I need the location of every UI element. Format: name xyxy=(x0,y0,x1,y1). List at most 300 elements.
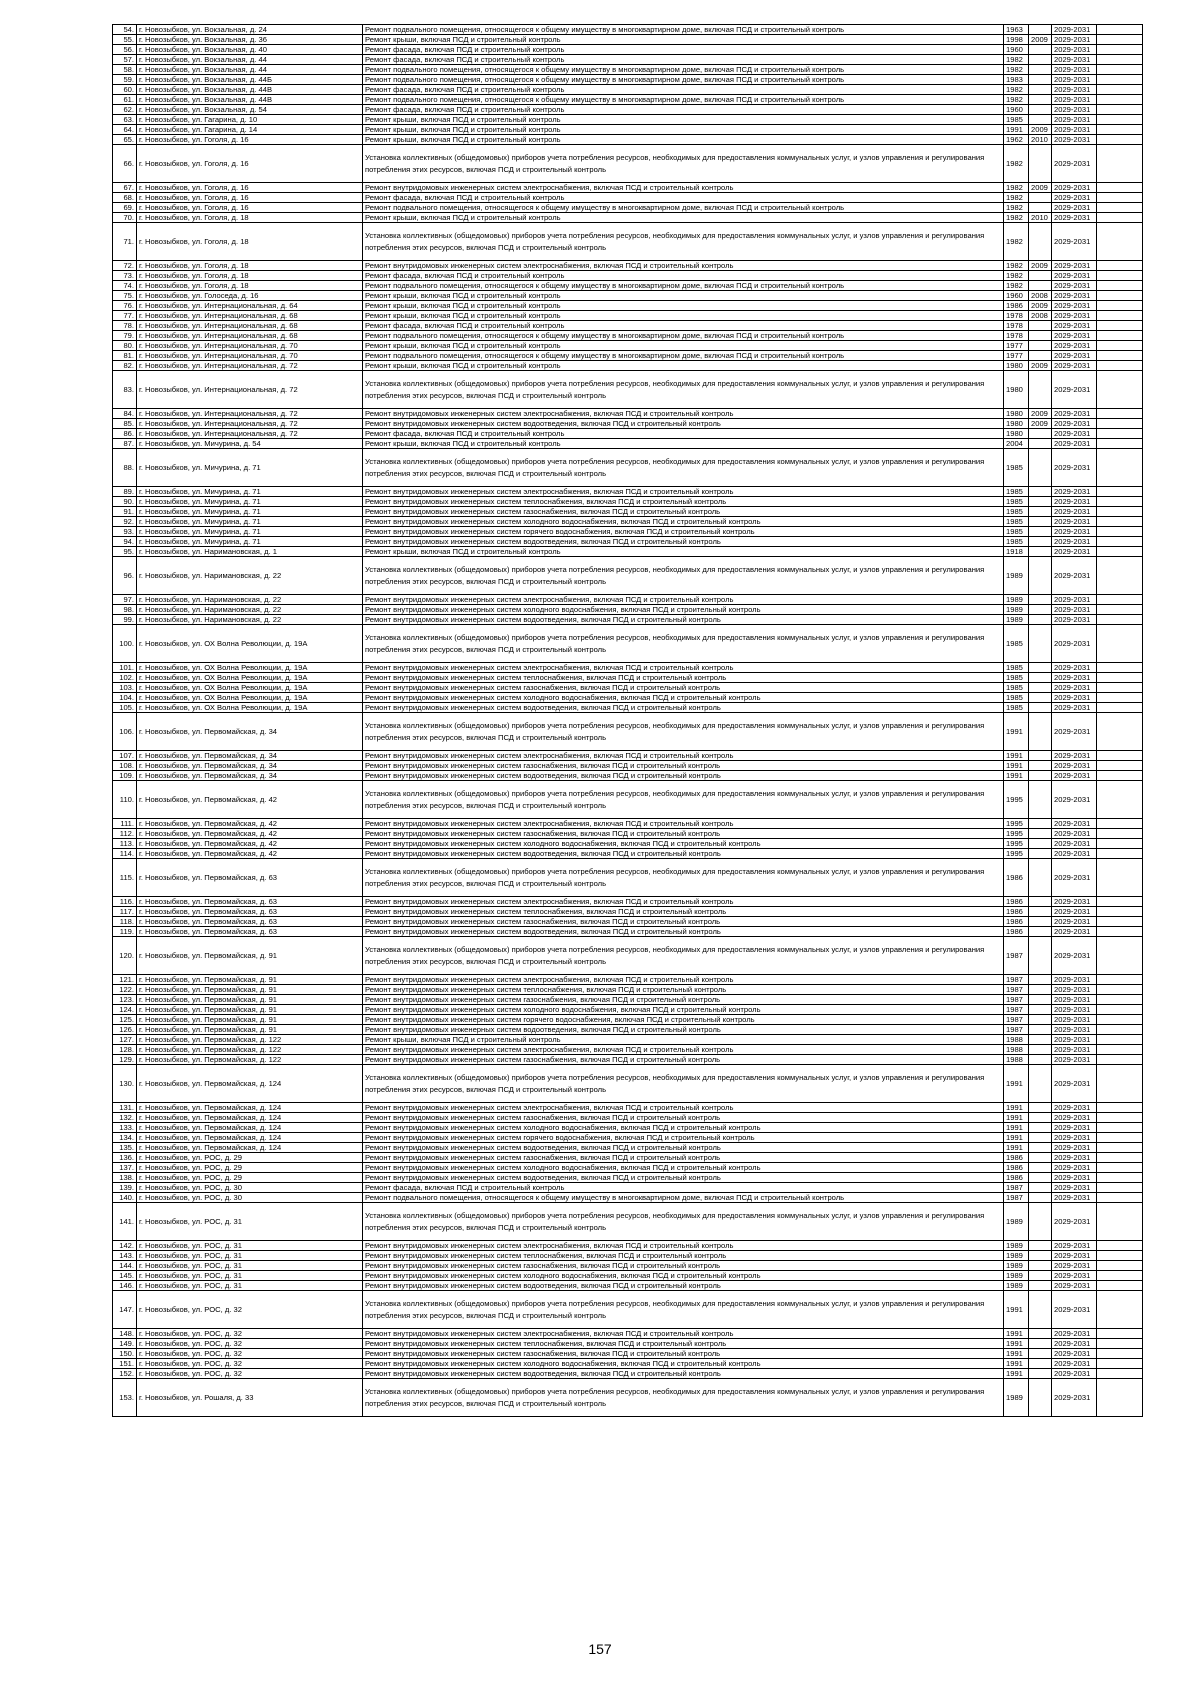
work-type-cell: Ремонт внутридомовых инженерных систем теплоснабжения, включая ПСД и строительный контроль xyxy=(363,1251,1004,1261)
last-repair-year-cell xyxy=(1029,917,1052,927)
table-row xyxy=(113,203,1143,213)
empty-cell xyxy=(1097,615,1143,625)
address-cell: г. Новозыбков, ул. Первомайская, д. 91 xyxy=(137,1005,363,1015)
table-row xyxy=(113,595,1143,605)
address-cell: г. Новозыбков, ул. Наримановская, д. 1 xyxy=(137,547,363,557)
row-number-cell: 134. xyxy=(113,1133,137,1143)
planned-period-cell: 2029-2031 xyxy=(1052,35,1097,45)
address-cell: г. Новозыбков, ул. ОХ Волна Революции, д. 19А xyxy=(137,703,363,713)
page-number: 157 xyxy=(588,1641,612,1657)
table-row xyxy=(113,1241,1143,1251)
empty-cell xyxy=(1097,859,1143,897)
address-cell: г. Новозыбков, ул. Первомайская, д. 122 xyxy=(137,1055,363,1065)
year-built-cell: 1982 xyxy=(1004,55,1029,65)
work-type-cell: Ремонт внутридомовых инженерных систем газоснабжения, включая ПСД и строительный контроль xyxy=(363,995,1004,1005)
empty-cell xyxy=(1097,1035,1143,1045)
table-row xyxy=(113,713,1143,751)
row-number-cell: 59. xyxy=(113,75,137,85)
planned-period-cell: 2029-2031 xyxy=(1052,1045,1097,1055)
year-built-cell: 1989 xyxy=(1004,615,1029,625)
empty-cell xyxy=(1097,55,1143,65)
table-row xyxy=(113,819,1143,829)
row-number-cell: 103. xyxy=(113,683,137,693)
last-repair-year-cell xyxy=(1029,761,1052,771)
row-number-cell: 106. xyxy=(113,713,137,751)
row-number-cell: 150. xyxy=(113,1349,137,1359)
work-type-cell: Ремонт крыши, включая ПСД и строительный контроль xyxy=(363,547,1004,557)
last-repair-year-cell xyxy=(1029,985,1052,995)
planned-period-cell: 2029-2031 xyxy=(1052,1035,1097,1045)
empty-cell xyxy=(1097,281,1143,291)
table-row xyxy=(113,115,1143,125)
last-repair-year-cell xyxy=(1029,271,1052,281)
address-cell: г. Новозыбков, ул. РОС, д. 31 xyxy=(137,1203,363,1241)
planned-period-cell: 2029-2031 xyxy=(1052,683,1097,693)
empty-cell xyxy=(1097,1045,1143,1055)
last-repair-year-cell xyxy=(1029,771,1052,781)
empty-cell xyxy=(1097,1153,1143,1163)
planned-period-cell: 2029-2031 xyxy=(1052,115,1097,125)
planned-period-cell: 2029-2031 xyxy=(1052,1339,1097,1349)
year-built-cell: 1991 xyxy=(1004,713,1029,751)
empty-cell xyxy=(1097,1359,1143,1369)
work-type-cell: Ремонт фасада, включая ПСД и строительный контроль xyxy=(363,429,1004,439)
empty-cell xyxy=(1097,761,1143,771)
empty-cell xyxy=(1097,605,1143,615)
address-cell: г. Новозыбков, ул. Гоголя, д. 18 xyxy=(137,271,363,281)
planned-period-cell: 2029-2031 xyxy=(1052,751,1097,761)
table-row xyxy=(113,693,1143,703)
address-cell: г. Новозыбков, ул. Первомайская, д. 63 xyxy=(137,897,363,907)
row-number-cell: 63. xyxy=(113,115,137,125)
table-row xyxy=(113,429,1143,439)
address-cell: г. Новозыбков, ул. Первомайская, д. 124 xyxy=(137,1133,363,1143)
last-repair-year-cell xyxy=(1029,1183,1052,1193)
table-row xyxy=(113,1123,1143,1133)
work-type-cell: Ремонт внутридомовых инженерных систем водоотведения, включая ПСД и строительный контроль xyxy=(363,1173,1004,1183)
year-built-cell: 1998 xyxy=(1004,35,1029,45)
work-type-cell: Ремонт внутридомовых инженерных систем холодного водоснабжения, включая ПСД и строительный контроль xyxy=(363,605,1004,615)
address-cell: г. Новозыбков, ул. РОС, д. 32 xyxy=(137,1329,363,1339)
last-repair-year-cell xyxy=(1029,1291,1052,1329)
table-row xyxy=(113,781,1143,819)
last-repair-year-cell xyxy=(1029,527,1052,537)
row-number-cell: 64. xyxy=(113,125,137,135)
work-type-cell: Ремонт внутридомовых инженерных систем газоснабжения, включая ПСД и строительный контроль xyxy=(363,761,1004,771)
planned-period-cell: 2029-2031 xyxy=(1052,1173,1097,1183)
planned-period-cell: 2029-2031 xyxy=(1052,1015,1097,1025)
last-repair-year-cell xyxy=(1029,605,1052,615)
work-type-cell: Ремонт внутридомовых инженерных систем газоснабжения, включая ПСД и строительный контроль xyxy=(363,1055,1004,1065)
table-row xyxy=(113,1045,1143,1055)
row-number-cell: 58. xyxy=(113,65,137,75)
work-type-cell: Ремонт внутридомовых инженерных систем водоотведения, включая ПСД и строительный контроль xyxy=(363,1281,1004,1291)
table-row xyxy=(113,547,1143,557)
work-type-cell: Ремонт фасада, включая ПСД и строительный контроль xyxy=(363,321,1004,331)
planned-period-cell: 2029-2031 xyxy=(1052,1241,1097,1251)
row-number-cell: 89. xyxy=(113,487,137,497)
work-type-cell: Ремонт внутридомовых инженерных систем водоотведения, включая ПСД и строительный контроль xyxy=(363,1143,1004,1153)
year-built-cell: 1991 xyxy=(1004,1065,1029,1103)
last-repair-year-cell xyxy=(1029,1015,1052,1025)
empty-cell xyxy=(1097,65,1143,75)
year-built-cell: 1991 xyxy=(1004,771,1029,781)
empty-cell xyxy=(1097,213,1143,223)
work-type-cell: Ремонт фасада, включая ПСД и строительный контроль xyxy=(363,193,1004,203)
year-built-cell: 1985 xyxy=(1004,663,1029,673)
work-type-cell: Ремонт внутридомовых инженерных систем водоотведения, включая ПСД и строительный контроль xyxy=(363,1369,1004,1379)
work-type-cell: Ремонт подвального помещения, относящегося к общему имуществу в многоквартирном доме, включая ПСД и строительный контроль xyxy=(363,65,1004,75)
year-built-cell: 1987 xyxy=(1004,1005,1029,1015)
table-row xyxy=(113,995,1143,1005)
work-type-cell: Ремонт внутридомовых инженерных систем холодного водоснабжения, включая ПСД и строительный контроль xyxy=(363,1163,1004,1173)
table-row xyxy=(113,291,1143,301)
last-repair-year-cell xyxy=(1029,371,1052,409)
planned-period-cell: 2029-2031 xyxy=(1052,1193,1097,1203)
table-row xyxy=(113,975,1143,985)
work-type-cell: Ремонт внутридомовых инженерных систем горячего водоснабжения, включая ПСД и строительный контроль xyxy=(363,527,1004,537)
work-type-cell: Ремонт внутридомовых инженерных систем электроснабжения, включая ПСД и строительный контроль xyxy=(363,595,1004,605)
empty-cell xyxy=(1097,95,1143,105)
planned-period-cell: 2029-2031 xyxy=(1052,897,1097,907)
last-repair-year-cell xyxy=(1029,1153,1052,1163)
empty-cell xyxy=(1097,517,1143,527)
year-built-cell: 1989 xyxy=(1004,595,1029,605)
empty-cell xyxy=(1097,429,1143,439)
planned-period-cell: 2029-2031 xyxy=(1052,1153,1097,1163)
work-type-cell: Установка коллективных (общедомовых) приборов учета потребления ресурсов, необходимых для предоставления коммунальных услуг, и узлов управления и регулирования потребления этих ресурсов, включая ПСД и строительный контроль xyxy=(363,449,1004,487)
work-type-cell: Ремонт внутридомовых инженерных систем электроснабжения, включая ПСД и строительный контроль xyxy=(363,663,1004,673)
empty-cell xyxy=(1097,703,1143,713)
planned-period-cell: 2029-2031 xyxy=(1052,331,1097,341)
year-built-cell: 1980 xyxy=(1004,409,1029,419)
work-type-cell: Установка коллективных (общедомовых) приборов учета потребления ресурсов, необходимых для предоставления коммунальных услуг, и узлов управления и регулирования потребления этих ресурсов, включая ПСД и строительный контроль xyxy=(363,1203,1004,1241)
last-repair-year-cell xyxy=(1029,1241,1052,1251)
empty-cell xyxy=(1097,1251,1143,1261)
row-number-cell: 135. xyxy=(113,1143,137,1153)
row-number-cell: 96. xyxy=(113,557,137,595)
address-cell: г. Новозыбков, ул. Вокзальная, д. 44Б xyxy=(137,75,363,85)
year-built-cell: 1988 xyxy=(1004,1035,1029,1045)
table-row xyxy=(113,615,1143,625)
year-built-cell: 1986 xyxy=(1004,1153,1029,1163)
empty-cell xyxy=(1097,663,1143,673)
row-number-cell: 73. xyxy=(113,271,137,281)
planned-period-cell: 2029-2031 xyxy=(1052,761,1097,771)
table-row xyxy=(113,95,1143,105)
year-built-cell: 1918 xyxy=(1004,547,1029,557)
last-repair-year-cell: 2009 xyxy=(1029,261,1052,271)
work-type-cell: Ремонт внутридомовых инженерных систем холодного водоснабжения, включая ПСД и строительный контроль xyxy=(363,517,1004,527)
address-cell: г. Новозыбков, ул. Интернациональная, д. 70 xyxy=(137,351,363,361)
table-row xyxy=(113,85,1143,95)
row-number-cell: 153. xyxy=(113,1379,137,1417)
year-built-cell: 1991 xyxy=(1004,1133,1029,1143)
planned-period-cell: 2029-2031 xyxy=(1052,859,1097,897)
planned-period-cell: 2029-2031 xyxy=(1052,301,1097,311)
address-cell: г. Новозыбков, ул. РОС, д. 32 xyxy=(137,1359,363,1369)
work-type-cell: Ремонт внутридомовых инженерных систем электроснабжения, включая ПСД и строительный контроль xyxy=(363,183,1004,193)
work-type-cell: Ремонт внутридомовых инженерных систем холодного водоснабжения, включая ПСД и строительный контроль xyxy=(363,839,1004,849)
empty-cell xyxy=(1097,271,1143,281)
work-type-cell: Установка коллективных (общедомовых) приборов учета потребления ресурсов, необходимых для предоставления коммунальных услуг, и узлов управления и регулирования потребления этих ресурсов, включая ПСД и строительный контроль xyxy=(363,781,1004,819)
planned-period-cell: 2029-2031 xyxy=(1052,409,1097,419)
table-row xyxy=(113,1183,1143,1193)
year-built-cell: 1982 xyxy=(1004,203,1029,213)
work-type-cell: Ремонт внутридомовых инженерных систем газоснабжения, включая ПСД и строительный контроль xyxy=(363,829,1004,839)
year-built-cell: 1986 xyxy=(1004,1163,1029,1173)
address-cell: г. Новозыбков, ул. Интернациональная, д. 72 xyxy=(137,371,363,409)
work-type-cell: Ремонт крыши, включая ПСД и строительный контроль xyxy=(363,311,1004,321)
last-repair-year-cell xyxy=(1029,819,1052,829)
planned-period-cell: 2029-2031 xyxy=(1052,1203,1097,1241)
last-repair-year-cell: 2009 xyxy=(1029,419,1052,429)
row-number-cell: 98. xyxy=(113,605,137,615)
year-built-cell: 1978 xyxy=(1004,311,1029,321)
planned-period-cell: 2029-2031 xyxy=(1052,45,1097,55)
table-row xyxy=(113,917,1143,927)
empty-cell xyxy=(1097,75,1143,85)
work-type-cell: Ремонт внутридомовых инженерных систем водоотведения, включая ПСД и строительный контроль xyxy=(363,419,1004,429)
year-built-cell: 1985 xyxy=(1004,449,1029,487)
work-type-cell: Ремонт внутридомовых инженерных систем электроснабжения, включая ПСД и строительный контроль xyxy=(363,1241,1004,1251)
row-number-cell: 125. xyxy=(113,1015,137,1025)
empty-cell xyxy=(1097,819,1143,829)
work-type-cell: Ремонт внутридомовых инженерных систем электроснабжения, включая ПСД и строительный контроль xyxy=(363,1045,1004,1055)
last-repair-year-cell xyxy=(1029,351,1052,361)
last-repair-year-cell xyxy=(1029,1369,1052,1379)
last-repair-year-cell xyxy=(1029,537,1052,547)
planned-period-cell: 2029-2031 xyxy=(1052,1281,1097,1291)
last-repair-year-cell xyxy=(1029,1281,1052,1291)
work-type-cell: Ремонт внутридомовых инженерных систем холодного водоснабжения, включая ПСД и строительный контроль xyxy=(363,1123,1004,1133)
planned-period-cell: 2029-2031 xyxy=(1052,673,1097,683)
empty-cell xyxy=(1097,907,1143,917)
year-built-cell: 1960 xyxy=(1004,45,1029,55)
empty-cell xyxy=(1097,673,1143,683)
address-cell: г. Новозыбков, ул. Первомайская, д. 34 xyxy=(137,761,363,771)
address-cell: г. Новозыбков, ул. Первомайская, д. 42 xyxy=(137,849,363,859)
table-row xyxy=(113,25,1143,35)
table-row xyxy=(113,1025,1143,1035)
row-number-cell: 83. xyxy=(113,371,137,409)
table-row xyxy=(113,1153,1143,1163)
empty-cell xyxy=(1097,1349,1143,1359)
planned-period-cell: 2029-2031 xyxy=(1052,271,1097,281)
planned-period-cell: 2029-2031 xyxy=(1052,213,1097,223)
year-built-cell: 2004 xyxy=(1004,439,1029,449)
year-built-cell: 1989 xyxy=(1004,1251,1029,1261)
address-cell: г. Новозыбков, ул. РОС, д. 32 xyxy=(137,1349,363,1359)
table-row xyxy=(113,183,1143,193)
address-cell: г. Новозыбков, ул. Мичурина, д. 71 xyxy=(137,527,363,537)
work-type-cell: Ремонт фасада, включая ПСД и строительный контроль xyxy=(363,85,1004,95)
last-repair-year-cell xyxy=(1029,1261,1052,1271)
row-number-cell: 97. xyxy=(113,595,137,605)
address-cell: г. Новозыбков, ул. Вокзальная, д. 24 xyxy=(137,25,363,35)
last-repair-year-cell xyxy=(1029,927,1052,937)
planned-period-cell: 2029-2031 xyxy=(1052,429,1097,439)
table-row xyxy=(113,135,1143,145)
table-row xyxy=(113,1339,1143,1349)
row-number-cell: 77. xyxy=(113,311,137,321)
planned-period-cell: 2029-2031 xyxy=(1052,223,1097,261)
work-type-cell: Ремонт внутридомовых инженерных систем электроснабжения, включая ПСД и строительный контроль xyxy=(363,751,1004,761)
address-cell: г. Новозыбков, ул. Мичурина, д. 71 xyxy=(137,497,363,507)
planned-period-cell: 2029-2031 xyxy=(1052,849,1097,859)
address-cell: г. Новозыбков, ул. Первомайская, д. 63 xyxy=(137,927,363,937)
row-number-cell: 141. xyxy=(113,1203,137,1241)
row-number-cell: 122. xyxy=(113,985,137,995)
work-type-cell: Ремонт крыши, включая ПСД и строительный контроль xyxy=(363,35,1004,45)
row-number-cell: 147. xyxy=(113,1291,137,1329)
address-cell: г. Новозыбков, ул. Гоголя, д. 18 xyxy=(137,281,363,291)
empty-cell xyxy=(1097,301,1143,311)
last-repair-year-cell xyxy=(1029,1133,1052,1143)
year-built-cell: 1985 xyxy=(1004,517,1029,527)
table-row xyxy=(113,301,1143,311)
year-built-cell: 1989 xyxy=(1004,1379,1029,1417)
address-cell: г. Новозыбков, ул. Первомайская, д. 91 xyxy=(137,937,363,975)
empty-cell xyxy=(1097,897,1143,907)
row-number-cell: 67. xyxy=(113,183,137,193)
last-repair-year-cell xyxy=(1029,1203,1052,1241)
year-built-cell: 1988 xyxy=(1004,1045,1029,1055)
planned-period-cell: 2029-2031 xyxy=(1052,291,1097,301)
row-number-cell: 111. xyxy=(113,819,137,829)
planned-period-cell: 2029-2031 xyxy=(1052,1103,1097,1113)
last-repair-year-cell xyxy=(1029,55,1052,65)
planned-period-cell: 2029-2031 xyxy=(1052,1329,1097,1339)
empty-cell xyxy=(1097,351,1143,361)
work-type-cell: Ремонт внутридомовых инженерных систем электроснабжения, включая ПСД и строительный контроль xyxy=(363,1103,1004,1113)
row-number-cell: 104. xyxy=(113,693,137,703)
last-repair-year-cell xyxy=(1029,65,1052,75)
work-type-cell: Установка коллективных (общедомовых) приборов учета потребления ресурсов, необходимых для предоставления коммунальных услуг, и узлов управления и регулирования потребления этих ресурсов, включая ПСД и строительный контроль xyxy=(363,557,1004,595)
work-type-cell: Ремонт внутридомовых инженерных систем водоотведения, включая ПСД и строительный контроль xyxy=(363,703,1004,713)
last-repair-year-cell: 2010 xyxy=(1029,213,1052,223)
year-built-cell: 1986 xyxy=(1004,907,1029,917)
empty-cell xyxy=(1097,1241,1143,1251)
table-row xyxy=(113,145,1143,183)
table-row xyxy=(113,1163,1143,1173)
row-number-cell: 146. xyxy=(113,1281,137,1291)
work-type-cell: Ремонт фасада, включая ПСД и строительный контроль xyxy=(363,105,1004,115)
address-cell: г. Новозыбков, ул. РОС, д. 29 xyxy=(137,1153,363,1163)
address-cell: г. Новозыбков, ул. ОХ Волна Революции, д. 19А xyxy=(137,625,363,663)
row-number-cell: 54. xyxy=(113,25,137,35)
address-cell: г. Новозыбков, ул. Гагарина, д. 10 xyxy=(137,115,363,125)
last-repair-year-cell xyxy=(1029,1055,1052,1065)
empty-cell xyxy=(1097,1329,1143,1339)
year-built-cell: 1987 xyxy=(1004,985,1029,995)
empty-cell xyxy=(1097,507,1143,517)
table-row xyxy=(113,449,1143,487)
address-cell: г. Новозыбков, ул. Мичурина, д. 71 xyxy=(137,449,363,487)
table-row xyxy=(113,1349,1143,1359)
planned-period-cell: 2029-2031 xyxy=(1052,1133,1097,1143)
planned-period-cell: 2029-2031 xyxy=(1052,281,1097,291)
work-type-cell: Ремонт подвального помещения, относящегося к общему имуществу в многоквартирном доме, включая ПСД и строительный контроль xyxy=(363,75,1004,85)
planned-period-cell: 2029-2031 xyxy=(1052,517,1097,527)
last-repair-year-cell: 2009 xyxy=(1029,183,1052,193)
planned-period-cell: 2029-2031 xyxy=(1052,1005,1097,1015)
empty-cell xyxy=(1097,1055,1143,1065)
planned-period-cell: 2029-2031 xyxy=(1052,527,1097,537)
address-cell: г. Новозыбков, ул. ОХ Волна Революции, д. 19А xyxy=(137,663,363,673)
planned-period-cell: 2029-2031 xyxy=(1052,839,1097,849)
empty-cell xyxy=(1097,145,1143,183)
address-cell: г. Новозыбков, ул. Первомайская, д. 91 xyxy=(137,1015,363,1025)
row-number-cell: 99. xyxy=(113,615,137,625)
row-number-cell: 71. xyxy=(113,223,137,261)
last-repair-year-cell xyxy=(1029,517,1052,527)
empty-cell xyxy=(1097,45,1143,55)
address-cell: г. Новозыбков, ул. РОС, д. 29 xyxy=(137,1173,363,1183)
address-cell: г. Новозыбков, ул. Вокзальная, д. 44В xyxy=(137,85,363,95)
work-type-cell: Ремонт подвального помещения, относящегося к общему имуществу в многоквартирном доме, включая ПСД и строительный контроль xyxy=(363,25,1004,35)
row-number-cell: 110. xyxy=(113,781,137,819)
work-type-cell: Ремонт крыши, включая ПСД и строительный контроль xyxy=(363,135,1004,145)
year-built-cell: 1986 xyxy=(1004,917,1029,927)
row-number-cell: 66. xyxy=(113,145,137,183)
last-repair-year-cell xyxy=(1029,703,1052,713)
empty-cell xyxy=(1097,449,1143,487)
planned-period-cell: 2029-2031 xyxy=(1052,311,1097,321)
empty-cell xyxy=(1097,85,1143,95)
planned-period-cell: 2029-2031 xyxy=(1052,145,1097,183)
empty-cell xyxy=(1097,1005,1143,1015)
row-number-cell: 132. xyxy=(113,1113,137,1123)
year-built-cell: 1985 xyxy=(1004,625,1029,663)
row-number-cell: 61. xyxy=(113,95,137,105)
work-type-cell: Ремонт внутридомовых инженерных систем газоснабжения, включая ПСД и строительный контроль xyxy=(363,1349,1004,1359)
work-type-cell: Ремонт крыши, включая ПСД и строительный контроль xyxy=(363,1035,1004,1045)
year-built-cell: 1985 xyxy=(1004,507,1029,517)
table-row xyxy=(113,1329,1143,1339)
table-row xyxy=(113,927,1143,937)
work-type-cell: Ремонт внутридомовых инженерных систем газоснабжения, включая ПСД и строительный контроль xyxy=(363,1261,1004,1271)
last-repair-year-cell xyxy=(1029,713,1052,751)
address-cell: г. Новозыбков, ул. Вокзальная, д. 44 xyxy=(137,65,363,75)
planned-period-cell: 2029-2031 xyxy=(1052,693,1097,703)
empty-cell xyxy=(1097,25,1143,35)
work-type-cell: Ремонт внутридомовых инженерных систем горячего водоснабжения, включая ПСД и строительный контроль xyxy=(363,1015,1004,1025)
work-type-cell: Установка коллективных (общедомовых) приборов учета потребления ресурсов, необходимых для предоставления коммунальных услуг, и узлов управления и регулирования потребления этих ресурсов, включая ПСД и строительный контроль xyxy=(363,1065,1004,1103)
planned-period-cell: 2029-2031 xyxy=(1052,1251,1097,1261)
empty-cell xyxy=(1097,419,1143,429)
row-number-cell: 131. xyxy=(113,1103,137,1113)
last-repair-year-cell xyxy=(1029,1113,1052,1123)
year-built-cell: 1985 xyxy=(1004,497,1029,507)
last-repair-year-cell xyxy=(1029,751,1052,761)
year-built-cell: 1986 xyxy=(1004,1173,1029,1183)
row-number-cell: 120. xyxy=(113,937,137,975)
work-type-cell: Ремонт внутридомовых инженерных систем теплоснабжения, включая ПСД и строительный контроль xyxy=(363,497,1004,507)
last-repair-year-cell xyxy=(1029,849,1052,859)
planned-period-cell: 2029-2031 xyxy=(1052,1163,1097,1173)
address-cell: г. Новозыбков, ул. Мичурина, д. 71 xyxy=(137,517,363,527)
work-type-cell: Ремонт подвального помещения, относящегося к общему имуществу в многоквартирном доме, включая ПСД и строительный контроль xyxy=(363,351,1004,361)
year-built-cell: 1991 xyxy=(1004,1349,1029,1359)
address-cell: г. Новозыбков, ул. Первомайская, д. 34 xyxy=(137,771,363,781)
year-built-cell: 1980 xyxy=(1004,371,1029,409)
table-row xyxy=(113,497,1143,507)
row-number-cell: 145. xyxy=(113,1271,137,1281)
last-repair-year-cell xyxy=(1029,839,1052,849)
planned-period-cell: 2029-2031 xyxy=(1052,95,1097,105)
planned-period-cell: 2029-2031 xyxy=(1052,487,1097,497)
